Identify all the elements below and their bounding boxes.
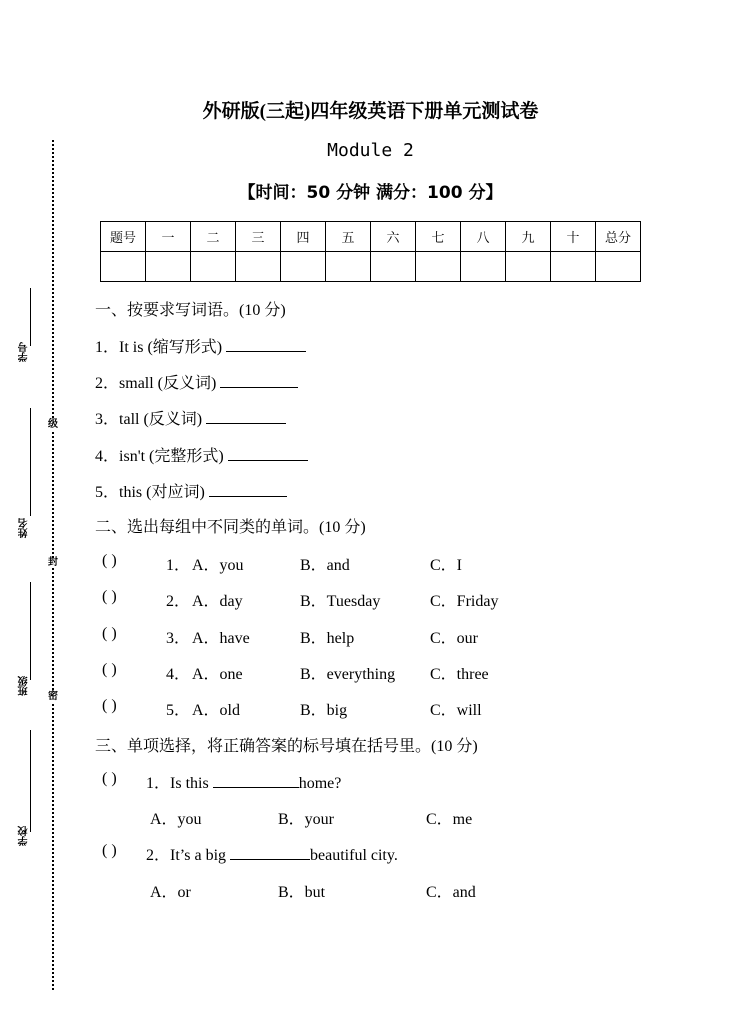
s2-q5-option-c: C．will <box>430 702 482 719</box>
name-line <box>30 408 31 516</box>
seal-label: 封 <box>48 557 58 568</box>
section1-heading <box>95 297 286 320</box>
s2-q4-num: 4． <box>166 666 191 683</box>
s3-q2-option-c: C．and <box>426 884 476 901</box>
s2-q5-answer-paren[interactable]: ( ) <box>102 697 117 714</box>
s1-question-1 <box>95 334 306 357</box>
name-label: 姓名 <box>19 518 30 538</box>
score-entry-cell[interactable] <box>191 252 236 282</box>
s1-q2-num: 2． <box>95 375 120 392</box>
s2-q3-answer-paren[interactable]: ( ) <box>102 625 117 642</box>
s2-q2-answer-paren[interactable]: ( ) <box>102 588 117 605</box>
score-entry-cell[interactable] <box>596 252 641 282</box>
score-entry-cell[interactable] <box>101 252 146 282</box>
s1-q1-answer-blank[interactable] <box>226 337 306 352</box>
s3-q1-fill-blank[interactable] <box>213 773 299 788</box>
time-score-info: 【时间：50 分钟 满分：100 分】 <box>238 183 503 203</box>
s3-q2-fill-blank[interactable] <box>230 845 310 860</box>
section3-points: (10 分) <box>431 738 478 755</box>
s3-q2-option-b: B．but <box>278 884 326 901</box>
page-title: 外研版(三起)四年级英语下册单元测试卷 <box>202 101 539 122</box>
s3-q1-option-c: C．me <box>426 811 473 828</box>
s2-q4-option-a: A．one <box>192 666 243 683</box>
school-label: 学校 <box>19 826 30 846</box>
s2-q4-option-b: B．everything <box>300 666 396 683</box>
class-line <box>30 582 31 680</box>
s3-q1-text-after: home? <box>298 775 342 792</box>
score-table <box>100 221 641 282</box>
s2-q2-option-b: B．Tuesday <box>300 593 381 610</box>
s3-q2-stem <box>146 842 398 865</box>
score-header-cell: 六 <box>371 222 416 252</box>
s1-q1-num: 1． <box>95 339 120 356</box>
s3-q2-answer-paren[interactable]: ( ) <box>102 842 117 859</box>
s2-q1-option-b: B．and <box>300 557 350 574</box>
s2-q5-option-a: A．old <box>192 702 241 719</box>
student-id-label: 学号 <box>19 342 30 362</box>
s2-q2-option-c: C．Friday <box>430 593 499 610</box>
score-entry-cell[interactable] <box>551 252 596 282</box>
s1-q5-num: 5． <box>95 484 120 501</box>
s1-q2-answer-blank[interactable] <box>220 373 298 388</box>
score-header-row <box>101 222 641 252</box>
score-entry-cell[interactable] <box>506 252 551 282</box>
score-header-cell: 九 <box>506 222 551 252</box>
section1-points: (10 分) <box>239 302 286 319</box>
school-line <box>30 730 31 832</box>
score-header-cell: 七 <box>416 222 461 252</box>
s1-q3-num: 3． <box>95 411 120 428</box>
s1-question-5 <box>95 479 287 502</box>
score-entry-cell[interactable] <box>371 252 416 282</box>
s3-q1-text-before: Is this <box>170 775 213 792</box>
s3-q2-num: 2． <box>146 847 171 864</box>
s1-q5-answer-blank[interactable] <box>209 482 287 497</box>
score-entry-cell[interactable] <box>416 252 461 282</box>
score-header-cell: 二 <box>191 222 236 252</box>
s1-question-4 <box>95 443 308 466</box>
score-header-cell: 八 <box>461 222 506 252</box>
score-entry-row <box>101 252 641 282</box>
s3-q2-option-a: A．or <box>150 884 191 901</box>
score-header-cell: 十 <box>551 222 596 252</box>
s2-q1-answer-paren[interactable]: ( ) <box>102 552 117 569</box>
s1-q1-text: It is (缩写形式) <box>119 339 223 356</box>
s1-q3-answer-blank[interactable] <box>206 409 286 424</box>
s3-q1-option-b: B．your <box>278 811 335 828</box>
student-id-line <box>30 288 31 346</box>
grade-label: 级 <box>48 419 58 430</box>
score-header-cell: 总分 <box>596 222 641 252</box>
s2-q3-num: 3． <box>166 630 191 647</box>
s2-q1-option-c: C．I <box>430 557 463 574</box>
s2-q5-num: 5． <box>166 702 191 719</box>
score-entry-cell[interactable] <box>461 252 506 282</box>
s1-q2-text: small (反义词) <box>119 375 217 392</box>
seal2-label: 密 <box>48 691 58 702</box>
s1-q4-answer-blank[interactable] <box>228 446 308 461</box>
score-entry-cell[interactable] <box>326 252 371 282</box>
score-header-cell: 一 <box>146 222 191 252</box>
s2-q5-option-b: B．big <box>300 702 348 719</box>
score-entry-cell[interactable] <box>236 252 281 282</box>
s2-q2-option-a: A．day <box>192 593 243 610</box>
s2-q3-option-c: C．our <box>430 630 479 647</box>
s3-q2-text-before: It’s a big <box>170 847 231 864</box>
s1-q5-text: this (对应词) <box>119 484 205 501</box>
s1-q4-num: 4． <box>95 448 120 465</box>
s2-q1-num: 1． <box>166 557 191 574</box>
score-header-cell: 四 <box>281 222 326 252</box>
section2-points: (10 分) <box>319 519 366 536</box>
s1-question-2 <box>95 370 298 393</box>
s2-q1-option-a: A．you <box>192 557 244 574</box>
score-entry-cell[interactable] <box>281 252 326 282</box>
module-title: Module 2 <box>327 140 414 161</box>
s2-q4-option-c: C．three <box>430 666 489 683</box>
score-header-cell: 题号 <box>101 222 146 252</box>
section2-heading <box>95 514 366 537</box>
s3-q2-text-after: beautiful city. <box>310 847 398 864</box>
s2-q2-num: 2． <box>166 593 191 610</box>
s3-q1-option-a: A．you <box>150 811 202 828</box>
score-header-cell: 五 <box>326 222 371 252</box>
s3-q1-answer-paren[interactable]: ( ) <box>102 770 117 787</box>
section3-heading <box>95 733 478 756</box>
s2-q4-answer-paren[interactable]: ( ) <box>102 661 117 678</box>
section3-title: 三、单项选择，将正确答案的标号填在括号里。 <box>95 736 432 755</box>
s1-q3-text: tall (反义词) <box>119 411 203 428</box>
s1-question-3 <box>95 406 286 429</box>
score-header-cell: 三 <box>236 222 281 252</box>
s2-q3-option-b: B．help <box>300 630 355 647</box>
section2-title: 二、选出每组中不同类的单词。 <box>95 517 320 536</box>
s3-q1-num: 1． <box>146 775 171 792</box>
s3-q1-stem <box>146 770 341 793</box>
class-label: 班级 <box>19 676 30 696</box>
score-entry-cell[interactable] <box>146 252 191 282</box>
s1-q4-text: isn't (完整形式) <box>119 448 224 465</box>
s2-q3-option-a: A．have <box>192 630 250 647</box>
section1-title: 一、按要求写词语。 <box>95 300 240 319</box>
